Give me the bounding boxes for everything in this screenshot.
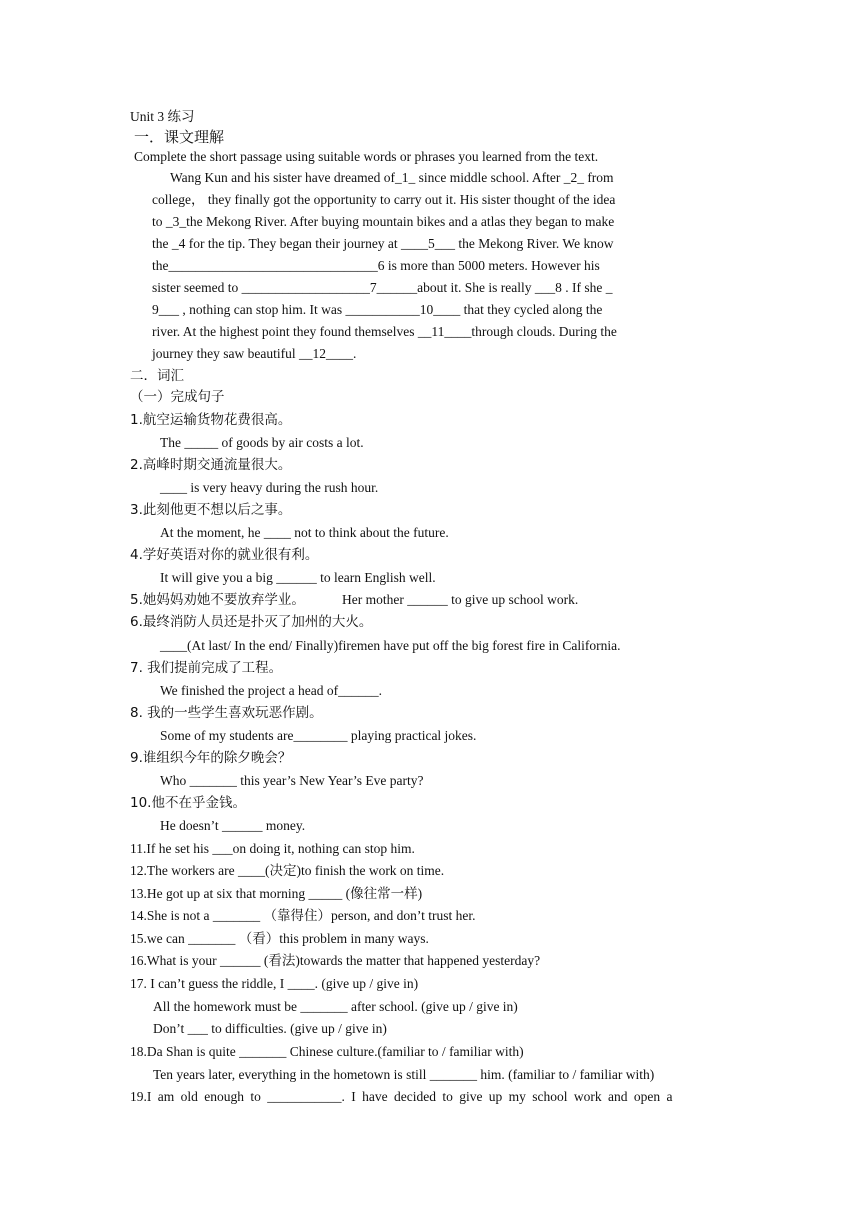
item-english: Her mother ______ to give up school work.	[342, 592, 579, 607]
item-sub-line: Ten years later, everything in the hometown is still _______ him. (familiar to / familiar with)	[153, 1067, 655, 1082]
passage-line: river. At the highest point they found themselves __11____through clouds. During the	[152, 324, 617, 339]
item-sub-line: All the homework must be _______ after school. (give up / give in)	[153, 999, 518, 1014]
item-english: Who _______ this year’s New Year’s Eve party?	[160, 773, 424, 788]
item-english: We finished the project a head of______.	[160, 683, 382, 698]
item-line: 16.What is your ______ (看法)towards the matter that happened yesterday?	[130, 953, 541, 968]
item-line: 17. I can’t guess the riddle, I ____. (give up / give in)	[130, 976, 419, 991]
section2-subheading: （一）完成句子	[130, 389, 225, 405]
section1-heading: 一．课文理解	[134, 128, 225, 146]
item-chinese: 3.此刻他更不想以后之事。	[130, 502, 292, 518]
item-line: 11.If he set his ___on doing it, nothing can stop him.	[130, 841, 415, 856]
item-english: Some of my students are________ playing practical jokes.	[160, 728, 477, 743]
item-line: 12.The workers are ____(决定)to finish the work on time.	[130, 863, 445, 878]
item-chinese: 8. 我的一些学生喜欢玩恶作剧。	[130, 705, 323, 721]
item-sub-line: Don’t ___ to difficulties. (give up / give in)	[153, 1021, 387, 1036]
item-english: ____(At last/ In the end/ Finally)firemen have put off the big forest fire in California.	[160, 638, 621, 653]
item-english: It will give you a big ______ to learn English well.	[160, 570, 436, 585]
item-chinese: 9.谁组织今年的除夕晚会？	[130, 750, 292, 766]
passage-line: sister seemed to ___________________7______about it. She is really ___8 . If she _	[152, 280, 613, 295]
item-english: He doesn’t ______ money.	[160, 818, 306, 833]
section1-instruction: Complete the short passage using suitable words or phrases you learned from the text.	[134, 149, 599, 164]
passage-line: Wang Kun and his sister have dreamed of_1_ since middle school. After _2_ from	[170, 170, 614, 185]
passage-line: to _3_the Mekong River. After buying mountain bikes and a atlas they began to make	[152, 214, 615, 229]
document-title: Unit 3 练习	[130, 109, 195, 124]
item-chinese: 4.学好英语对你的就业很有利。	[130, 547, 319, 563]
passage-line: the _4 for the tip. They began their journey at ____5___ the Mekong River. We know	[152, 236, 614, 251]
passage-line: college， they finally got the opportunity to carry out it. His sister thought of the idea	[152, 192, 616, 207]
item-line: 15.we can _______ （看）this problem in many ways.	[130, 931, 429, 946]
item-chinese: 6.最终消防人员还是扑灭了加州的大火。	[130, 614, 373, 630]
item-chinese: 1.航空运输货物花费很高。	[130, 412, 292, 428]
item-chinese: 10.他不在乎金钱。	[130, 795, 246, 811]
item-english: ____ is very heavy during the rush hour.	[160, 480, 379, 495]
passage-line: the_______________________________6 is more than 5000 meters. However his	[152, 258, 600, 273]
item-english: At the moment, he ____ not to think about the future.	[160, 525, 449, 540]
passage-line: journey they saw beautiful __12____.	[152, 346, 357, 361]
item-chinese: 2.高峰时期交通流量很大。	[130, 457, 292, 473]
item-line: 19.I am old enough to ___________. I have decided to give up my school work and open a	[130, 1089, 673, 1104]
item-line: 14.She is not a _______ （靠得住）person, and don’t trust her.	[130, 908, 476, 923]
item-chinese: 5.她妈妈劝她不要放弃学业。	[130, 592, 305, 608]
item-line: 18.Da Shan is quite _______ Chinese culture.(familiar to / familiar with)	[130, 1044, 524, 1059]
item-line: 13.He got up at six that morning _____ (像往常一样)	[130, 886, 423, 901]
section2-heading: 二．词汇	[130, 368, 184, 384]
passage-line: 9___ , nothing can stop him. It was ___________10____ that they cycled along the	[152, 302, 603, 317]
item-chinese: 7. 我们提前完成了工程。	[130, 660, 283, 676]
item-english: The _____ of goods by air costs a lot.	[160, 435, 364, 450]
